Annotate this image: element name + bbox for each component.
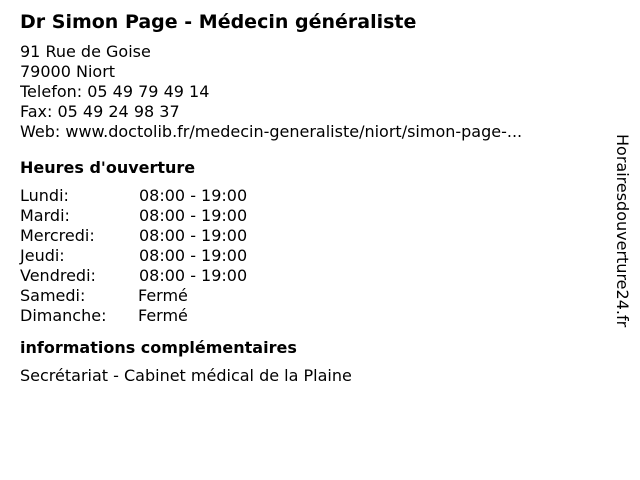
day-label: Mercredi: (20, 226, 95, 245)
web-label: Web: (20, 122, 66, 141)
website-link[interactable]: www.doctolib.fr/medecin-generaliste/niort/simon-page-... (65, 122, 523, 141)
business-card (20, 10, 600, 386)
opening-hours-heading: Heures d'ouverture (20, 158, 196, 177)
day-label: Samedi: (20, 286, 86, 305)
day-hours: 08:00 - 19:00 (139, 186, 248, 205)
hours-row-friday (20, 266, 600, 286)
address-block (20, 42, 600, 142)
website-line (20, 122, 600, 142)
day-label: Vendredi: (20, 266, 96, 285)
day-hours: Fermé (138, 306, 188, 325)
opening-hours-list (20, 186, 600, 326)
phone-number: Telefon: 05 49 79 49 14 (20, 82, 210, 101)
day-label: Lundi: (20, 186, 69, 205)
day-hours: 08:00 - 19:00 (139, 246, 248, 265)
day-label: Jeudi: (20, 246, 65, 265)
day-label: Dimanche: (20, 306, 107, 325)
day-hours: Fermé (138, 286, 188, 305)
site-watermark: Horairesdouverture24.fr (613, 134, 632, 328)
day-label: Mardi: (20, 206, 70, 225)
day-hours: 08:00 - 19:00 (139, 266, 248, 285)
city-address: 79000 Niort (20, 62, 116, 81)
day-hours: 08:00 - 19:00 (139, 206, 248, 225)
additional-info-heading: informations complémentaires (20, 338, 297, 357)
additional-info-text: Secrétariat - Cabinet médical de la Plaine (20, 366, 352, 385)
page-title: Dr Simon Page - Médecin généraliste (20, 11, 417, 33)
hours-row-tuesday (20, 206, 600, 226)
street-address: 91 Rue de Goise (20, 42, 151, 61)
fax-number: Fax: 05 49 24 98 37 (20, 102, 180, 121)
hours-row-monday (20, 186, 600, 206)
hours-row-wednesday (20, 226, 600, 246)
hours-row-saturday (20, 286, 600, 306)
day-hours: 08:00 - 19:00 (139, 226, 248, 245)
hours-row-sunday (20, 306, 600, 326)
hours-row-thursday (20, 246, 600, 266)
